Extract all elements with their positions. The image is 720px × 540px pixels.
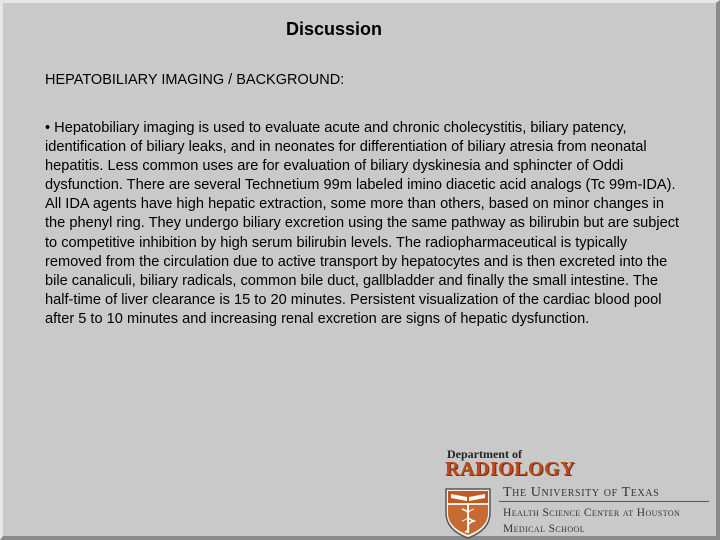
slide-title: Discussion <box>286 19 383 39</box>
logo-center: Health Science Center at Houston <box>503 507 681 519</box>
body-paragraph: • Hepatobiliary imaging is used to evaluate acute and chronic cholecystitis, biliary patency, identification of biliary leaks, and in neonates for differentiation of biliary atresia from neonatal hepatitis. Less common uses are for evaluation of biliary dyskinesia and sphincter of Oddi dysfunction. There are several Technetium 99m labeled imino diacetic acid analogs (Tc 99m-IDA). All IDA agents have high hepatic extraction, some more than others, based on minor changes in the phenyl ring. They undergo biliary excretion using the same pathway as bilirubin but are subject to competitive inhibition by high serum bilirubin levels. The radiopharmaceutical is typically removed from the circulation due to active transport by hepatocytes and is then excreted into the bile canaliculi, biliary radicals, common bile duct, gallbladder and finally the small intestine. The half-time of liver clearance is 15 to 20 minutes. Persistent visualization of the cardiac blood pool after 5 to 10 minutes and increasing renal excretion are signs of hepatic dysfunction. <box>45 120 680 327</box>
ut-seal-icon <box>443 487 493 539</box>
department-logo <box>441 447 715 539</box>
logo-department-of: Department of <box>447 447 522 461</box>
logo-school: Medical School <box>503 523 585 535</box>
logo-radiology: RADIOLOGY <box>445 458 576 480</box>
logo-university: The University of Texas <box>503 485 660 500</box>
logo-divider <box>499 501 709 502</box>
section-heading: HEPATOBILIARY IMAGING / BACKGROUND: <box>45 72 345 88</box>
